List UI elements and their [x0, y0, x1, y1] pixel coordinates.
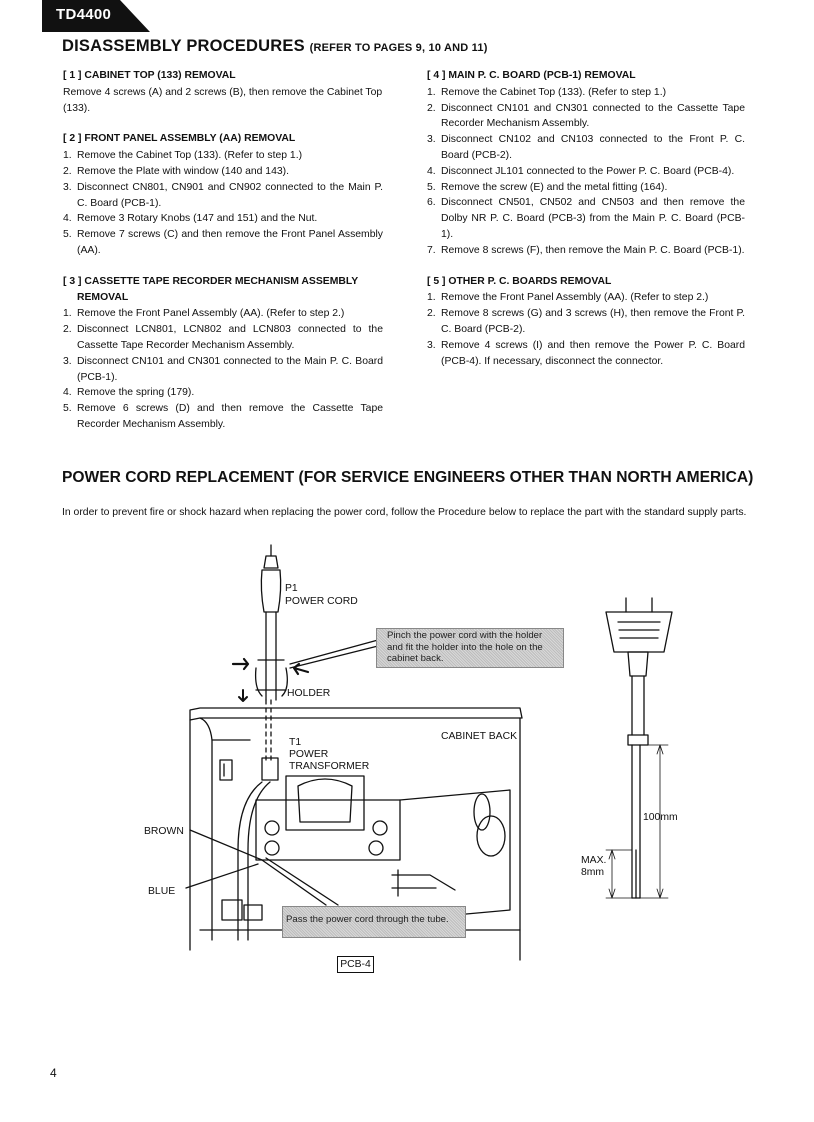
step-item: 3. Disconnect CN801, CN901 and CN902 connected to the Main P. C. Board (PCB-1).: [63, 181, 383, 209]
holder-label: HOLDER: [287, 688, 331, 699]
step-item: 3. Disconnect CN101 and CN301 connected to the Main P. C. Board (PCB-1).: [63, 355, 383, 383]
section-5-title: [ 5 ] OTHER P. C. BOARDS REMOVAL: [427, 275, 612, 287]
step-item: 2. Remove the Plate with window (140 and 143).: [63, 165, 289, 177]
section-3-title: [ 3 ] CASSETTE TAPE RECORDER MECHANISM ASSEMBLY REMOVAL: [63, 275, 359, 303]
step-item: 5. Remove the screw (E) and the metal fitting (164).: [427, 181, 668, 193]
step-item: 5. Remove 6 screws (D) and then remove the Cassette Tape Recorder Mechanism Assembly.: [63, 403, 383, 430]
step-item: 4. Disconnect JL101 connected to the Power P. C. Board (PCB-4).: [427, 165, 735, 177]
power-cord-heading: POWER CORD REPLACEMENT (FOR SERVICE ENGINEERS OTHER THAN NORTH AMERICA): [62, 469, 754, 486]
step-item: 3. Remove 4 screws (I) and then remove the Power P. C. Board (PCB-4). If necessary, disconnect the connector.: [427, 339, 745, 367]
step-item: 2. Disconnect LCN801, LCN802 and LCN803 connected to the Cassette Tape Recorder Mechanism Assembly.: [63, 324, 383, 351]
step-item: 1. Remove the Front Panel Assembly (AA). (Refer to step 2.): [63, 308, 345, 320]
section-4-title: [ 4 ] MAIN P. C. BOARD (PCB-1) REMOVAL: [427, 70, 636, 81]
step-item: 1. Remove the Cabinet Top (133). (Refer to step 1.): [427, 86, 667, 98]
power-cord-intro: In order to prevent fire or shock hazard when replacing the power cord, follow the Procedure below to replace the part with the standard supply parts.: [62, 507, 747, 518]
step-item: 4. Remove the spring (179).: [63, 387, 195, 399]
section-1-text: Remove 4 screws (A) and 2 screws (B), then remove the Cabinet Top (133).: [63, 86, 383, 114]
brown-label: BROWN: [144, 826, 184, 837]
t1-label: T1: [289, 737, 302, 748]
dimension-100mm: 100mm: [643, 812, 678, 823]
max-label: MAX.: [581, 855, 607, 866]
step-item: 7. Remove 8 screws (F), then remove the Main P. C. Board (PCB-1).: [427, 244, 745, 256]
transformer-label: TRANSFORMER: [289, 761, 370, 772]
step-item: 5. Remove 7 screws (C) and then remove the Front Panel Assembly (AA).: [63, 229, 383, 256]
pass-callout-text: Pass the power cord through the tube.: [286, 914, 449, 925]
step-item: 2. Remove 8 screws (G) and 3 screws (H), then remove the Front P. C. Board (PCB-2).: [427, 308, 745, 335]
dimension-8mm: 8mm: [581, 867, 605, 878]
section-2-title: [ 2 ] FRONT PANEL ASSEMBLY (AA) REMOVAL: [63, 133, 296, 145]
step-item: 1. Remove the Cabinet Top (133). (Refer to step 1.): [63, 150, 303, 162]
step-item: 2. Disconnect CN101 and CN301 connected to the Cassette Tape Recorder Mechanism Assembly.: [427, 102, 745, 130]
disassembly-subtitle: (REFER TO PAGES 9, 10 AND 11): [309, 42, 488, 54]
model-label: TD4400: [56, 6, 112, 23]
step-item: 6. Disconnect CN501, CN502 and CN503 and then remove the Dolby NR P. C. Board (PCB-3) from the Main P. C. Board (PCB-1).: [427, 197, 745, 240]
pcb4-label: PCB-4: [337, 956, 374, 973]
power-label: POWER: [289, 749, 329, 760]
transformer-drawing: [256, 758, 510, 920]
pinch-callout-text: Pinch the power cord with the holder and fit the holder into the hole on the cabinet back.: [387, 630, 543, 664]
page-number: 4: [50, 1066, 57, 1080]
disassembly-title: DISASSEMBLY PROCEDURES: [62, 37, 305, 55]
cabinet-back-label: CABINET BACK: [441, 731, 518, 742]
section-1-title: [ 1 ] CABINET TOP (133) REMOVAL: [63, 70, 236, 81]
step-item: 1. Remove the Front Panel Assembly (AA). (Refer to step 2.): [427, 292, 709, 304]
cord-plug-drawing: [261, 545, 280, 700]
step-item: 4. Remove 3 Rotary Knobs (147 and 151) and the Nut.: [63, 213, 318, 225]
step-item: 3. Disconnect CN102 and CN103 connected to the Front P. C. Board (PCB-2).: [427, 134, 745, 161]
power-cord-label: POWER CORD: [285, 596, 358, 607]
blue-label: BLUE: [148, 886, 176, 897]
replacement-plug-drawing: [606, 598, 672, 898]
p1-label: P1: [285, 583, 298, 594]
